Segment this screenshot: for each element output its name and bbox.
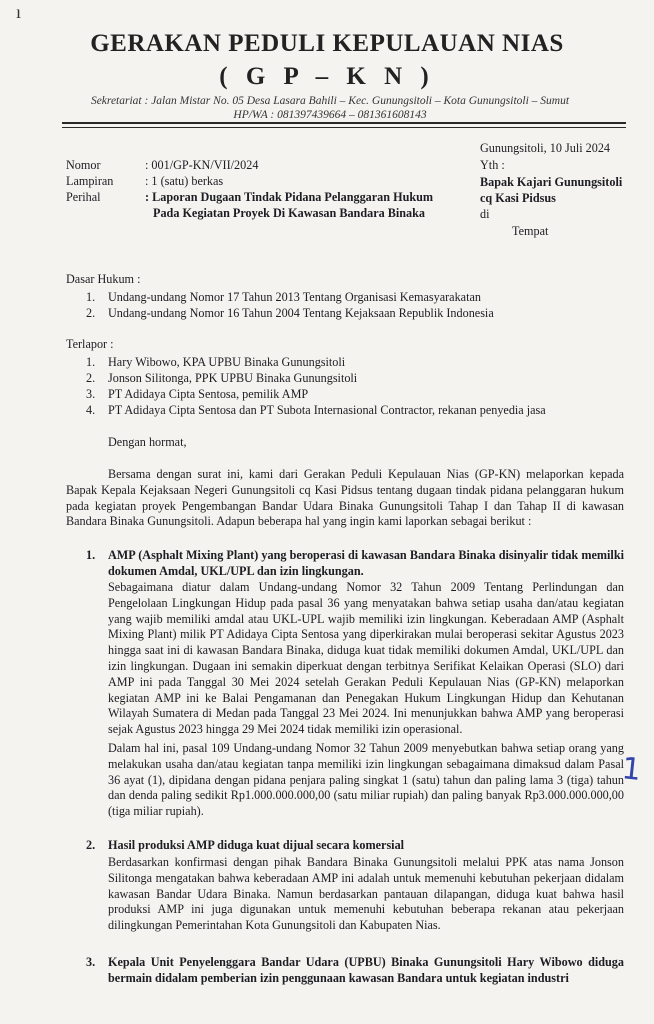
handwritten-annotation: 1 <box>620 751 643 788</box>
header-rule-thick <box>62 122 626 124</box>
header-rule-thin <box>62 127 626 128</box>
terlapor-num-1: 1. <box>86 355 96 369</box>
dasar-hukum-item-1: Undang-undang Nomor 17 Tahun 2013 Tentang Organisasi Kemasyarakatan <box>108 290 481 304</box>
dasar-hukum-label: Dasar Hukum : <box>66 272 141 286</box>
greeting: Dengan hormat, <box>108 435 187 449</box>
terlapor-item-1: Hary Wibowo, KPA UPBU Binaka Gunungsitoli <box>108 355 346 369</box>
dasar-hukum-item-2: Undang-undang Nomor 16 Tahun 2004 Tentang Kejaksaan Republik Indonesia <box>108 306 494 320</box>
intro-paragraph: Bersama dengan surat ini, kami dari Gerakan Peduli Kepulauan Nias (GP-KN) melaporkan kepada Bapak Kepala Kejaksaan Negeri Gunungsitoli cq Kasi Pidsus tentang dugaan tindak pidana pelanggaran hukum pada kegiatan proyek Pengembangan Bandar Udara Binaka Gunungsitoli Tahap I dan Tahap II di kawasan Bandara Binaka Gunungsitoli. Adapun beberapa hal yang ingin kami laporkan sebagai berikut : <box>66 467 624 529</box>
terlapor-label: Terlapor : <box>66 337 114 351</box>
point-3-heading: Kepala Unit Penyelenggara Bandar Udara (UPBU) Binaka Gunungsitoli Hary Wibowo diduga bermain didalam pemberian izin penggunaan kawasan Bandara untuk kegiatan industri <box>108 955 624 985</box>
recipient-tempat: Tempat <box>512 224 549 238</box>
point-1-number: 1. <box>86 548 96 562</box>
terlapor-item-3: PT Adidaya Cipta Sentosa, pemilik AMP <box>108 387 309 401</box>
secretariat-line-2: HP/WA : 081397439664 – 081361608143 <box>233 109 427 121</box>
perihal-line-1: : Laporan Dugaan Tindak Pidana Pelanggaran Hukum <box>145 190 434 204</box>
secretariat-address <box>20 94 640 122</box>
org-abbreviation: ( G P – K N ) <box>219 63 435 90</box>
lampiran-value: : 1 (satu) berkas <box>145 174 224 188</box>
nomor-value: : 001/GP-KN/VII/2024 <box>145 158 259 172</box>
dasar-hukum-num-1: 1. <box>86 290 96 304</box>
point-3-number: 3. <box>86 955 96 969</box>
point-2-paragraph: Berdasarkan konfirmasi dengan pihak Bandara Binaka Gunungsitoli melalui PPK atas nama Jonson Silitonga mengatakan bahwa keberadaan AMP ini adalah untuk memenuhi kebutuhan pekerjaan didalam kawasan Bandar Udara Binaka. Namun berdasarkan pantauan dilapangan, diduga kuat bahwa hasil produksi AMP ini juga digunakan untuk memenuhi kebutuhan beberapa rekanan atau pekerjaan dilingkungan Pemerintahan Kota Gunungsitoli dan Kabupaten Nias. <box>108 855 624 933</box>
perihal-label: Perihal <box>66 190 101 204</box>
nomor-label: Nomor <box>66 158 101 172</box>
perihal-line-2: Pada Kegiatan Proyek Di Kawasan Bandara Binaka <box>153 206 425 220</box>
dasar-hukum-num-2: 2. <box>86 306 96 320</box>
place-date: Gunungsitoli, 10 Juli 2024 <box>480 141 611 155</box>
point-1-paragraph-1: Sebagaimana diatur dalam Undang-undang Nomor 32 Tahun 2009 Tentang Perlindungan dan Pengelolaan Lingkungan Hidup pada pasal 36 yang menyatakan bahwa setiap usaha dan/atau kegiatan yang wajib memiliki amdal atau UKL-UPL wajib memiliki izin lingkungan. Keberadaan AMP (Asphalt Mixing Plant) milik PT Adidaya Cipta Sentosa yang diperkirakan mulai beroperasi sekitar Agustus 2023 hingga saat ini di kawasan Bandara Binaka, diduga kuat tidak memiliki dokumen Amdal, UKL/UPL dan izin lingkungan. Dugaan ini semakin diperkuat dengan terbitnya Serifikat Kelaikan Operasi (SLO) dari AMP ini pada Tanggal 30 Mei 2024 setelah Gerakan Peduli Kepulauan Nias (GP-KN) melaporkan kegiatan AMP ini ke Balai Pengamanan dan Penegakan Hukum Lingkungan Hidup dan Kehutanan Wilayah Sumatera di Medan pada Tanggal 23 Mei 2024. Ini menunjukkan bahwa AMP yang beroperasi sejak Agustus 2023 hingga 29 Mei 2024 tidak memiliki izin operasional. <box>108 580 624 737</box>
terlapor-num-2: 2. <box>86 371 96 385</box>
point-1-paragraph-2: Dalam hal ini, pasal 109 Undang-undang Nomor 32 Tahun 2009 menyebutkan bahwa setiap orang yang melakukan usaha dan/atau kegiatan tanpa memiliki izin lingkungan sebagaimana dimaksud dalam Pasal 36 ayat (1), dipidana dengan pidana penjara paling singkat 1 (satu) tahun dan paling lama 3 (tiga) tahun dan denda paling sedikit Rp1.000.000.000,00 (satu miliar rupiah) dan paling banyak Rp3.000.000.000,00 (tiga miliar rupiah). <box>108 741 624 819</box>
recipient-name: Bapak Kajari Gunungsitoli <box>480 175 623 189</box>
secretariat-line-1: Sekretariat : Jalan Mistar No. 05 Desa Lasara Bahili – Kec. Gunungsitoli – Kota Gunungsitoli – Sumut <box>90 95 570 107</box>
corner-mark: ı <box>16 2 22 22</box>
point-1-heading: AMP (Asphalt Mixing Plant) yang beroperasi di kawasan Bandara Binaka disinyalir tidak memilki dokumen Amdal, UKL/UPL dan izin lingkungan. <box>108 548 624 578</box>
recipient-unit: cq Kasi Pidsus <box>480 191 556 205</box>
terlapor-num-4: 4. <box>86 403 96 417</box>
recipient-di: di <box>480 207 490 221</box>
terlapor-num-3: 3. <box>86 387 96 401</box>
point-2-number: 2. <box>86 838 96 852</box>
lampiran-label: Lampiran <box>66 174 114 188</box>
terlapor-item-4: PT Adidaya Cipta Sentosa dan PT Subota Internasional Contractor, rekanan penyedia jasa <box>108 403 546 417</box>
terlapor-item-2: Jonson Silitonga, PPK UPBU Binaka Gunungsitoli <box>108 371 358 385</box>
org-name: GERAKAN PEDULI KEPULAUAN NIAS <box>90 30 564 57</box>
yth-label: Yth : <box>480 158 505 172</box>
point-2-heading: Hasil produksi AMP diduga kuat dijual secara komersial <box>108 838 405 852</box>
